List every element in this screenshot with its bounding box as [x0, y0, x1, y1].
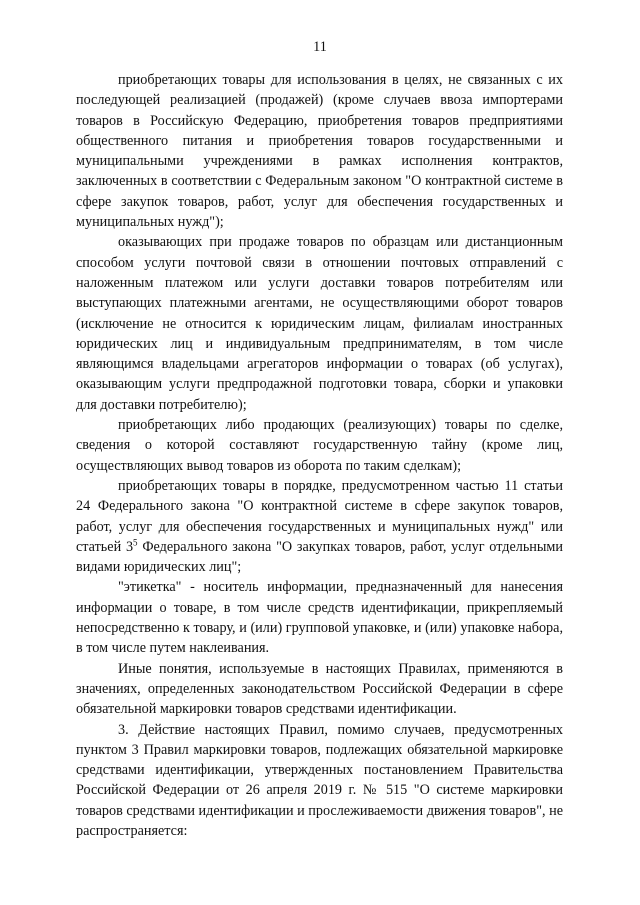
paragraph-label-definition: "этикетка" - носитель информации, предназначенный для нанесения информации о товаре, в том числе средств идентификации, прикрепляемый непосредственно к товару, и (или) групповой упаковке, и (или) упаковке набора, в том числе путем наклеивания.	[76, 579, 563, 657]
paragraph-purchasers-own-use: приобретающих товары для использования в целях, не связанных с их последующей реализацией (продажей) (кроме случаев ввоза импортерами товаров в Российскую Федерацию, приобретения товаров предприятиями общественного питания и приобретения товаров государственными и муниципальными учреждениями в рамках исполнения контрактов, заключенных в соответствии с Федеральным законом "О контрактной системе в сфере закупок товаров, работ, услуг для обеспечения государственных и муниципальных нужд");	[76, 72, 563, 231]
paragraph-section-3: 3. Действие настоящих Правил, помимо случаев, предусмотренных пунктом 3 Правил маркировки товаров, подлежащих обязательной маркировке средствами идентификации, утвержденных постановлением Правительства Российской Федерации от 26 апреля 2019 г. № 515 "О системе маркировки товаров средствами идентификации и прослеживаемости движения товаров", не распространяется:	[76, 721, 563, 839]
procurement-text-part-2: Федерального закона "О закупках товаров, работ, услуг отдельными видами юридических лиц";	[76, 538, 563, 576]
paragraph-procurement-law	[76, 476, 563, 577]
paragraph-postal-delivery-services: оказывающих при продаже товаров по образцам или дистанционным способом услуги почтовой связи в отношении почтовых отправлений с наложенным платежом или услуги доставки товаров потребителям или выступающих платежными агентами, не осуществляющими оборот товаров (исключение не относится к юридическим лицам, филиалам иностранных юридических лиц и индивидуальным предпринимателям, в том числе являющимся владельцами агрегаторов информации о товарах (об услугах), оказывающим услуги предпродажной подготовки товара, сборки и упаковки для доставки потребителю);	[76, 234, 563, 413]
page-number: 11	[313, 39, 327, 55]
paragraph-state-secret-deals: приобретающих либо продающих (реализующих) товары по сделке, сведения о которой составляют государственную тайну (кроме лиц, осуществляющих вывод товаров из оборота по таким сделкам);	[76, 417, 563, 474]
paragraph-other-terms: Иные понятия, используемые в настоящих Правилах, применяются в значениях, определенных законодательством Российской Федерации в сфере обязательной маркировки товаров средствами идентификации.	[76, 660, 563, 718]
article-superscript: 5	[133, 537, 138, 548]
document-body	[76, 70, 563, 841]
procurement-text-part-1: приобретающих товары в порядке, предусмотренном частью 11 статьи 24 Федерального закона "О контрактной системе в сфере закупок товаров, работ, услуг для обеспечения государственных и муниципальных нужд" или статьей 3	[76, 477, 563, 555]
